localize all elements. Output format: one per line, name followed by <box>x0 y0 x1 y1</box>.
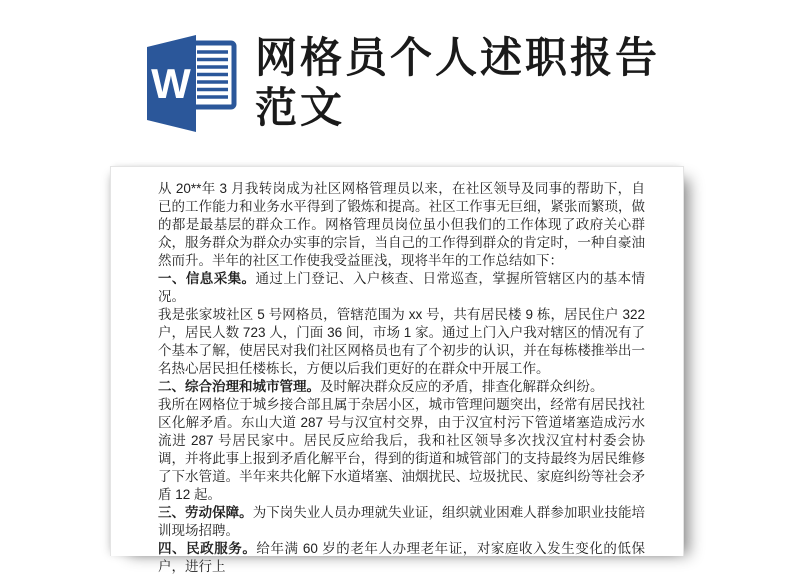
paragraph-text: 为下岗失业人员办理就失业证，组织就业困难人群参加职业技能培训现场招聘。 <box>158 505 646 538</box>
paragraph-text: 给年满 60 岁的老年人办理老年证，对家庭收入发生变化的低保户，进行上 <box>158 541 645 574</box>
paragraph-text: 从 20**年 3 月我转岗成为社区网格管理员以来，在社区领导及同事的帮助下，自已的工作能力和业务水平得到了锻炼和提高。社区工作事无巨细，紧张而繁琐，做的都是最基层的群众工作。网格管理员岗位虽小但我们的工作体现了政府关心群众，服务群众为群众办实事的宗旨，当自己的工作得到群众的肯定时，一种自豪油然而升。半年的社区工作使我受益匪浅，现将半年的工作总结如下： <box>158 181 645 268</box>
paragraph-text: 我所在网格位于城乡接合部且属于杂居小区，城市管理问题突出，经常有居民找社区化解矛盾。东山大道 287 号与汉宜村交界，由于汉宜村污下管道堵塞造成污水流进 287 号居民家中。居民反应给我后，我和社区领导多次找汉宜村村委会协调，并将此事上报到矛盾化解平台，得到的街道和城管部门的支持最终为居民维修了下水管道。半年来共化解下水道堵塞、油烟扰民、垃圾扰民、家庭纠纷等社会矛盾 12 起。 <box>158 397 645 502</box>
section-heading: 三、劳动保障。 <box>158 505 253 520</box>
document-body <box>111 167 683 576</box>
document-preview-page <box>110 166 684 574</box>
section-heading: 一、信息采集。 <box>158 271 256 286</box>
document-header <box>133 31 679 137</box>
word-icon-text-lines <box>197 52 228 97</box>
paragraph <box>158 306 645 378</box>
paragraph-text: 及时解决群众反应的矛盾，排查化解群众纠纷。 <box>320 379 604 394</box>
word-icon-w-letter: W <box>151 60 191 107</box>
word-icon <box>133 31 238 137</box>
section-heading: 四、民政服务。 <box>158 541 257 556</box>
paragraph-text: 通过上门登记、入户核查、日常巡查，掌握所管辖区内的基本情况。 <box>158 271 646 304</box>
page-title: 网格员个人述职报告范文 <box>255 34 661 131</box>
paragraph <box>158 540 645 576</box>
paragraph <box>158 180 645 270</box>
paragraph <box>158 396 645 504</box>
section-heading: 二、综合治理和城市管理。 <box>158 379 320 394</box>
paragraph <box>158 378 645 396</box>
paragraph-text: 我是张家坡社区 5 号网格员，管辖范围为 xx 号，共有居民楼 9 栋，居民住户 322 户，居民人数 723 人，门面 36 间，市场 1 家。通过上门入户我对辖区的情况有了个基本了解，使居民对我们社区网格员也有了个初步的认识，并在每栋楼推举出一名热心居民担任楼栋长，方便以后我们更好的在群众中开展工作。 <box>158 307 645 376</box>
paragraph <box>158 504 645 540</box>
paragraph <box>158 270 645 306</box>
